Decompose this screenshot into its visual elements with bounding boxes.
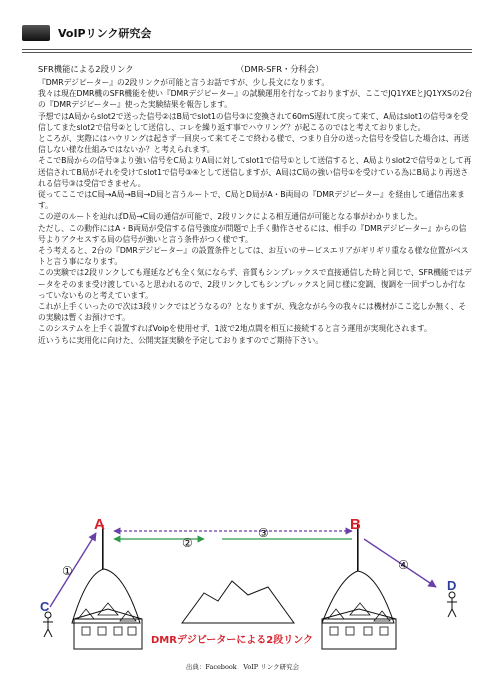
section-group: （DMR-SFR・分科会） bbox=[236, 64, 324, 74]
source-credit: 出典：Facebook VoIP リンク研究会 bbox=[185, 663, 300, 671]
station-c-label: C bbox=[40, 599, 50, 614]
mountain-icon bbox=[182, 581, 294, 623]
diagram-caption: DMRデジピーターによる2段リンク bbox=[150, 635, 314, 646]
signal-1-label: ① bbox=[62, 564, 73, 578]
logo-icon bbox=[22, 25, 50, 41]
section-heading bbox=[38, 63, 468, 75]
signal-3-label: ③ bbox=[258, 526, 269, 540]
header-rule-bottom bbox=[22, 52, 472, 53]
signal-4-label: ④ bbox=[398, 558, 409, 572]
article-body: 『DMRデジピーター』の2段リンクが可能と言うお話ですが、少し長文になります。 我々は現在DMR機のSFR機能を使い『DMRデジピーター』の試験運用を行なっておりますが、ここでJQ1YXEとJQ1YXSの2台の『DMRデジピーター』使った実験結果を報告します。 予想ではA局からslot2で送った信号②はB局でslot1の信号③に変換されて60mS遅れて戻って来て、A局はslot1の信号③を受信してまたslot2で信号②として送信し、コレを繰り返す事でハウリング？が起こるのではと考えておりました。 ところが、実際にはハウリングは起きず一回戻って来てそこで終わる様で、つまり自分の送った信号を受信した場合は、再送信しない様な仕組みではないか？と考えられます。 そこでB局からの信号③より強い信号をC局よりA局に対してslot1で信号①として送信すると、A局よりslot2で信号②として再送信されてB局がそれを受けてslot1で信号③④として送信しますが、A局はC局の強い信号①を受けている為にB局より再送される信号③は受信できません。 従ってここではC局→A局→B局→D局と言うルートで、C局とD局がA・B両局の『DMRデジピーター』を経由して通信出来ます。 この逆のルートを辿ればD局→C局の通信が可能で、2段リンクによる相互通信が可能となる事がわかりました。 ただし、この動作にはA・B両局が受信する信号強度が問題で上手く動作させるには、相手の『DMRデジピーター』からの信号よりアクセスする局の信号が強いと言う条件がつく様です。 そう考えると、2台の『DMRデジピーター』の設置条件としては、お互いのサービスエリアがギリギリ重なる様な位置がベストと言う事になります。 この実験では2段リンクしても遅延なども全く気にならず、音質もシンプレックスで直接通信した時と同じで、SFR機能ではデータをそのまま受け渡していると思われるので、2段リンクしてもシンプレックスと同じ様に変調、復調を一回ずつしか行なっていないものと考えています。 これが上手くいったので次は3段リンクではどうなるの？となりますが、残念ながら今の我々には機材がここ迄しか無く、その実験は暫くお預けです。 このシステムを上手く設置すればVoipを使用せず、1波で2地点間を相互に接続すると言う運用が実現化されます。 近いうちに実用化に向けた、公開実証実験を予定しておりますのでご期待下さい。 bbox=[38, 78, 473, 345]
page-header bbox=[22, 18, 472, 48]
person-d-icon bbox=[447, 592, 457, 617]
station-d-label: D bbox=[447, 578, 457, 593]
town-b-icon bbox=[322, 525, 396, 649]
person-c-icon bbox=[43, 612, 53, 637]
town-a-icon bbox=[72, 525, 142, 649]
station-a-label: A bbox=[94, 516, 105, 533]
header-title: VoIPリンク研究会 bbox=[58, 27, 152, 40]
header-rule-top bbox=[22, 49, 472, 50]
section-title: SFR機能による2段リンク bbox=[38, 64, 134, 74]
repeater-link-diagram bbox=[32, 515, 472, 660]
station-b-label: B bbox=[350, 516, 361, 533]
signal-2-label: ② bbox=[182, 536, 193, 550]
